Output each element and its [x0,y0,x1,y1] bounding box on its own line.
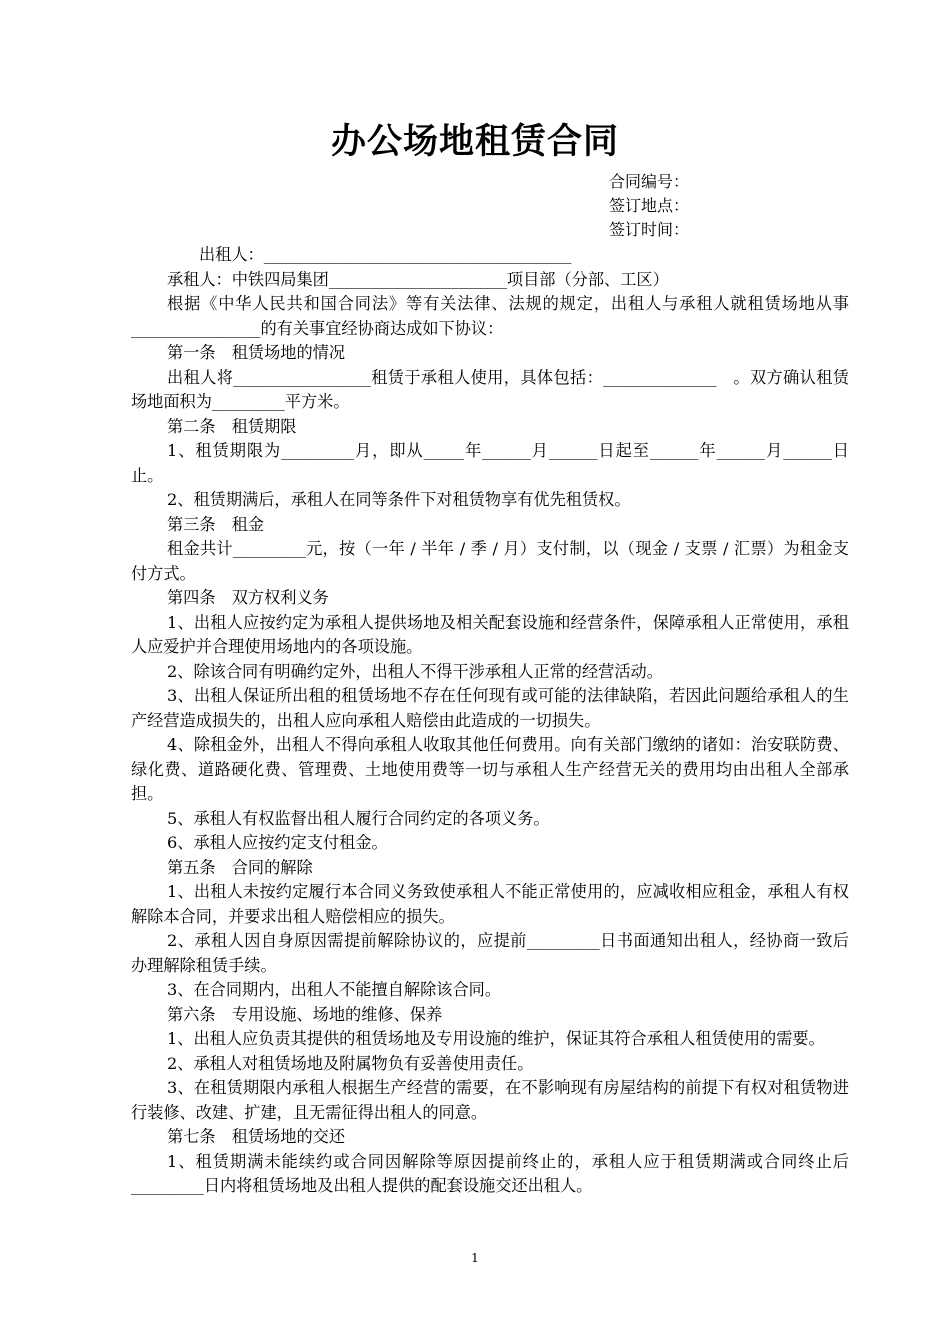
article-heading: 第五条 合同的解除 [167,857,313,877]
clause-paragraph: 2、除该合同有明确约定外，出租人不得干涉承租人正常的经营活动。 [167,661,663,681]
clause-paragraph: 4、除租金外，出租人不得向承租人收取其他任何费用。向有关部门缴纳的诸如：治安联防费、绿化费、道路硬化费、管理费、土地使用费等一切与承租人生产经营无关的费用均由出租人全部承担。 [131,735,849,803]
clause-paragraph: 3、在租赁期限内承租人根据生产经营的需要，在不影响现有房屋结构的前提下有权对租赁物进行装修、改建、扩建，且无需征得出租人的同意。 [131,1078,849,1122]
clause-paragraph: 6、承租人应按约定支付租金。 [167,833,388,852]
clause-paragraph: 1、出租人应负责其提供的租赁场地及专用设施的维护，保证其符合承租人租赁使用的需要。 [167,1029,825,1048]
article-heading: 第一条 租赁场地的情况 [167,343,346,362]
page-number: 1 [471,1251,479,1265]
lessee-line: 承租人：中铁四局集团______________________项目部（分部、工区） [167,269,669,289]
article-heading: 第二条 租赁期限 [167,416,297,436]
clause-paragraph: 出租人将_________________租赁于承租人使用，具体包括：______________ 。双方确认租赁场地面积为_________平方米。 [131,367,849,411]
clause-paragraph: 3、在合同期内，出租人不能擅自解除该合同。 [167,980,502,999]
clause-paragraph: 1、租赁期满未能续约或合同因解除等原因提前终止的，承租人应于租赁期满或合同终止后_________日内将租赁场地及出租人提供的配套设施交还出租人。 [131,1151,849,1195]
clause-paragraph: 1、出租人应按约定为承租人提供场地及相关配套设施和经营条件，保障承租人正常使用，承租人应爱护并合理使用场地内的各项设施。 [131,612,849,656]
clause-paragraph: 1、租赁期限为_________月，即从_____年______月______日起至______年______月______日止。 [131,441,849,485]
preamble: 根据《中华人民共和国合同法》等有关法律、法规的规定，出租人与承租人就租赁场地从事________________的有关事宜经协商达成如下协议： [131,294,849,338]
article-heading: 第三条 租金 [167,514,265,534]
article-heading: 第四条 双方权利义务 [167,588,329,607]
document-title: 办公场地租赁合同 [330,121,619,162]
clause-paragraph: 2、承租人对租赁场地及附属物负有妥善使用责任。 [167,1053,534,1073]
clause-paragraph: 租金共计_________元，按（一年 / 半年 / 季 / 月）支付制，以（现金 / 支票 / 汇票）为租金支付方式。 [131,539,849,583]
clause-paragraph: 1、出租人未按约定履行本合同义务致使承租人不能正常使用的，应减收相应租金，承租人有权解除本合同，并要求出租人赔偿相应的损失。 [131,882,849,926]
clause-paragraph: 3、出租人保证所出租的租赁场地不存在任何现有或可能的法律缺陷，若因此问题给承租人的生产经营造成损失的，出租人应向承租人赔偿由此造成的一切损失。 [131,686,849,730]
article-heading: 第七条 租赁场地的交还 [167,1127,346,1146]
clause-paragraph: 2、承租人因自身原因需提前解除协议的，应提前_________日书面通知出租人，经协商一致后办理解除租赁手续。 [131,931,849,975]
contract-body [131,243,849,1199]
contract-number-label: 合同编号： [609,172,690,191]
sign-place-label: 签订地点： [609,196,690,215]
clause-paragraph: 5、承租人有权监督出租人履行合同约定的各项义务。 [167,808,550,828]
clause-paragraph: 2、租赁期满后，承租人在同等条件下对租赁物享有优先租赁权。 [167,490,631,509]
sign-time-label: 签订时间： [609,220,690,239]
lessor-line: 出租人：______________________________________ [199,245,572,264]
article-heading: 第六条 专用设施、场地的维修、保养 [167,1004,443,1024]
